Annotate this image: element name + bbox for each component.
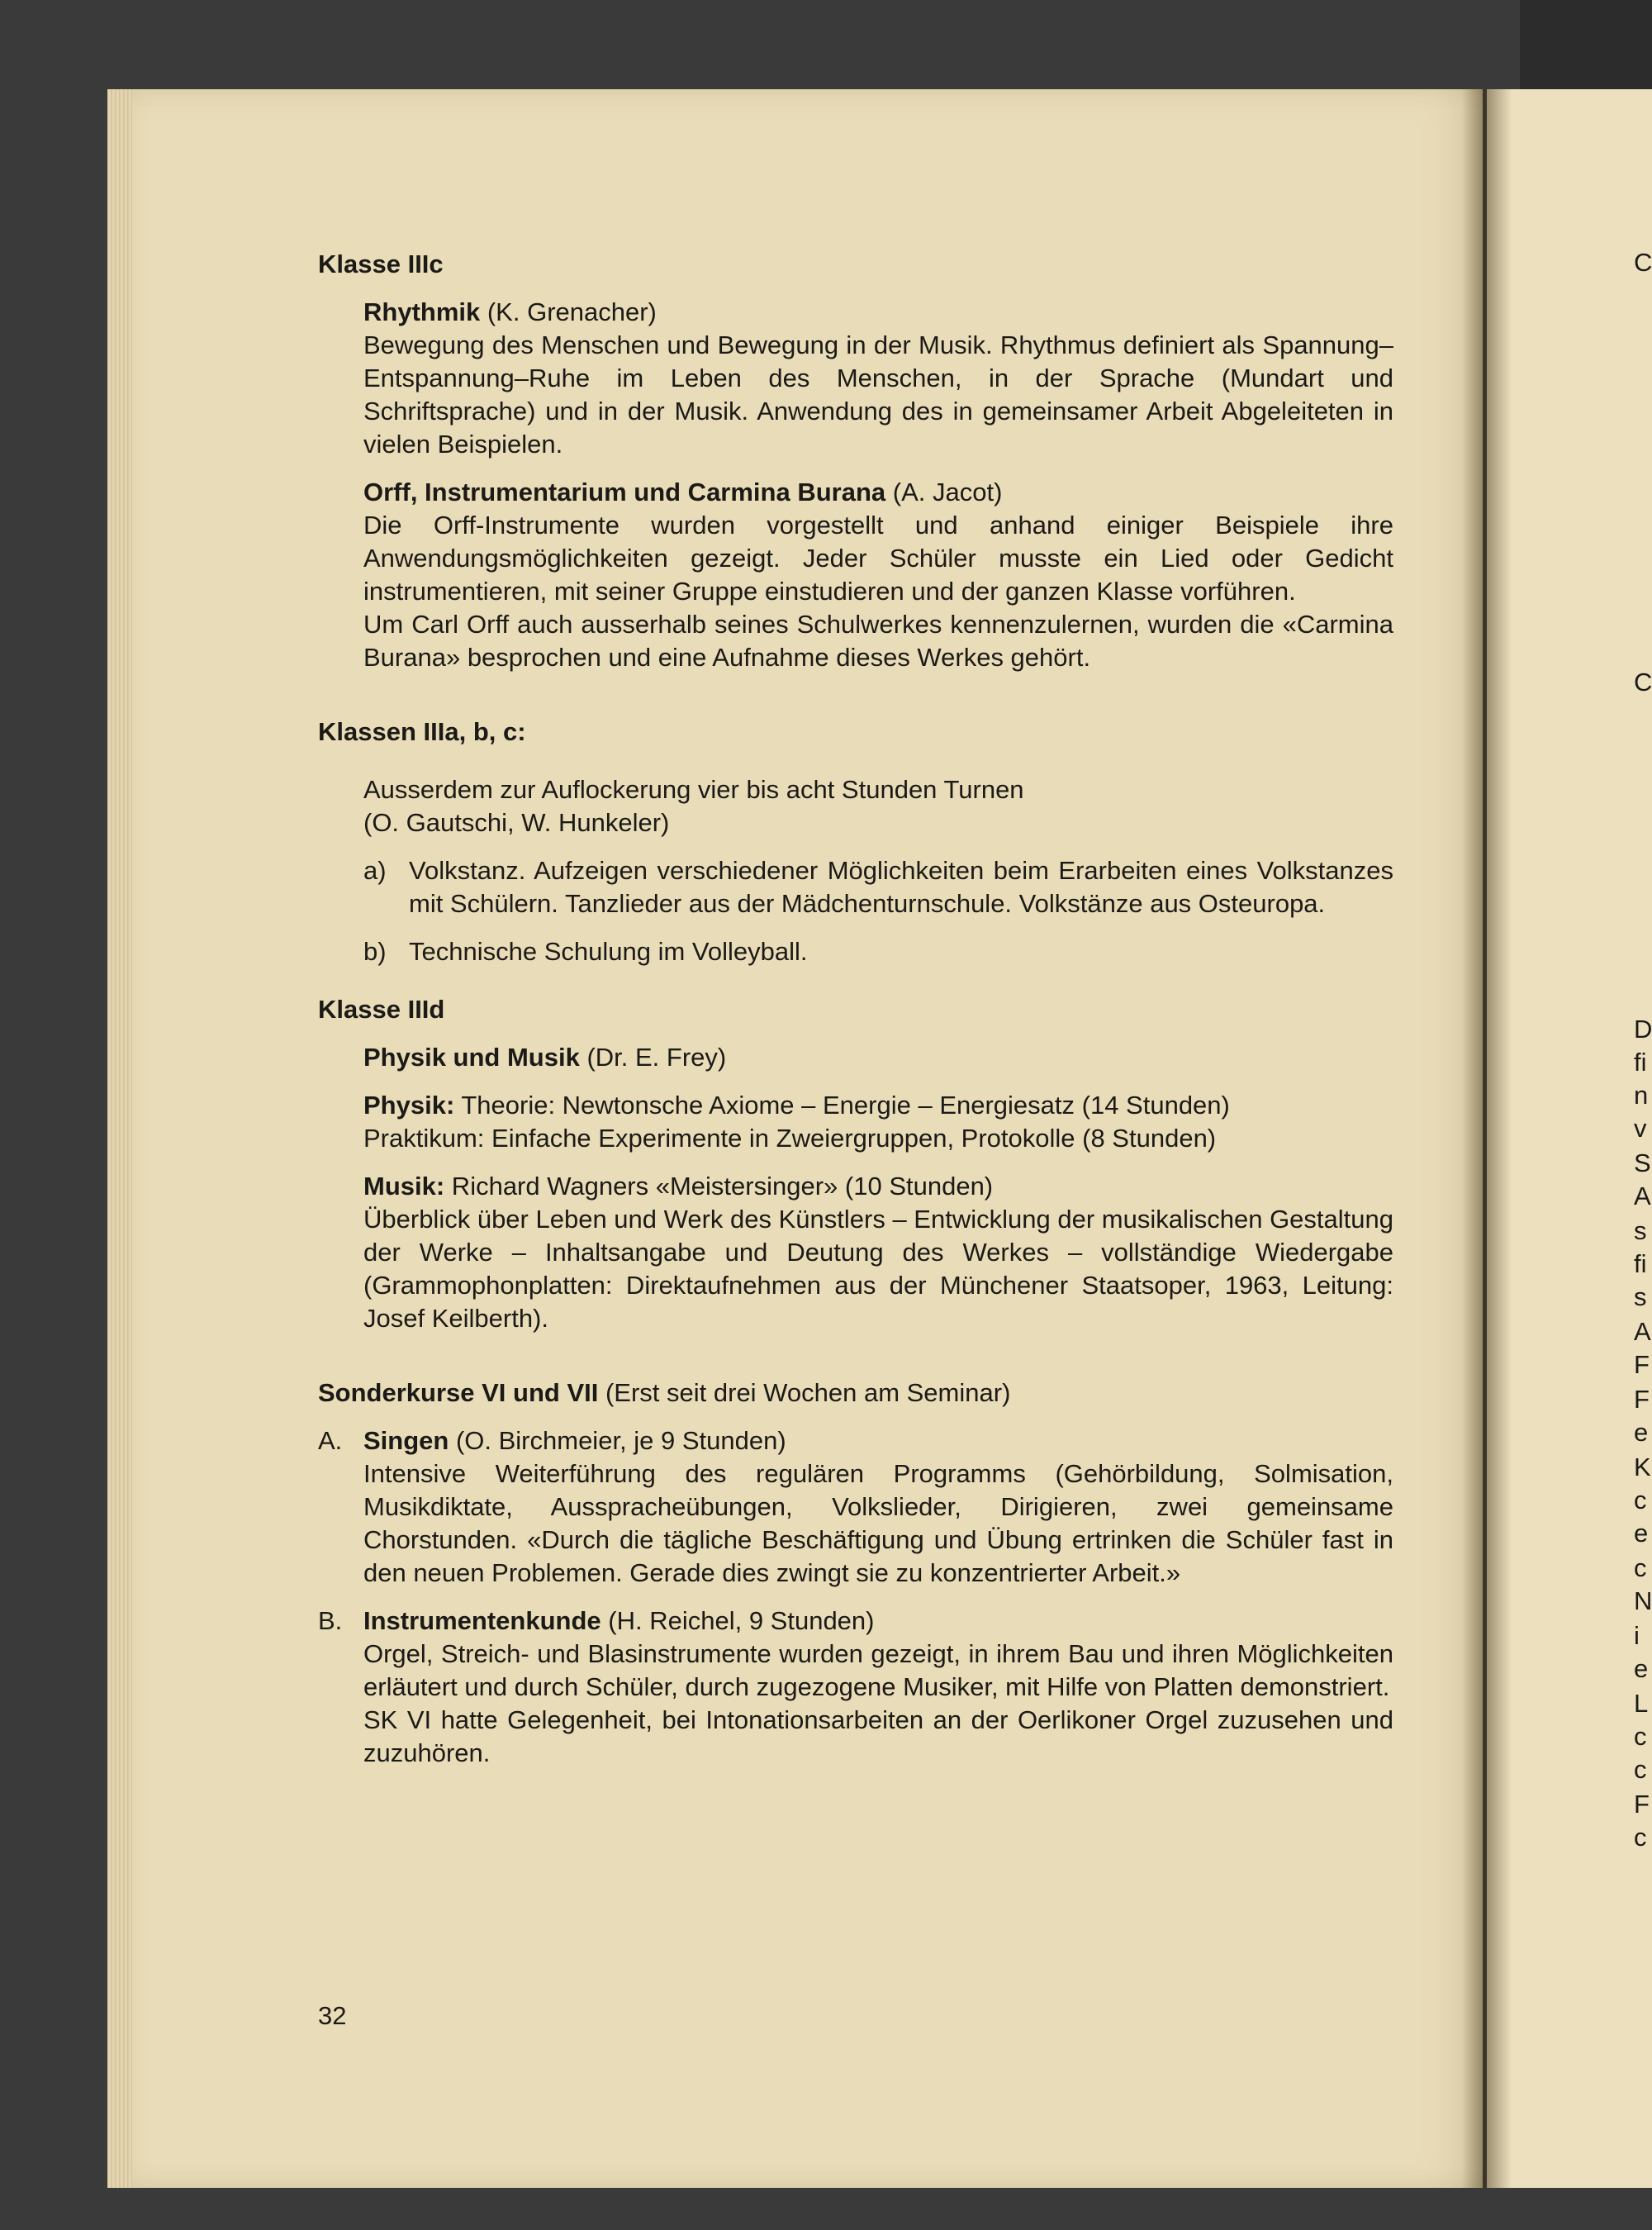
list-item-label: A. <box>318 1426 343 1455</box>
turnen-intro-1: Ausserdem zur Auflockerung vier bis acht Stunden Turnen <box>363 775 1024 804</box>
list-item-text: Volkstanz. Aufzeigen verschiedener Möglichkeiten beim Erarbeiten eines Volkstanzes mit Schülern. Tanzlieder aus der Mädchenturnschule. Volkstänze aus Osteuropa. <box>409 856 1393 918</box>
instrumentenkunde-person: (H. Reichel, 9 Stunden) <box>601 1606 875 1635</box>
right-fragment: N <box>1634 1586 1652 1615</box>
list-item-label: b) <box>363 937 387 966</box>
singen-text: Intensive Weiterführung des regulären Programms (Gehörbildung, Solmisation, Musikdiktate, Ausspracheübungen, Volkslieder, Dirigieren, zwei gemeinsame Chorstunden. «Durch die tägliche Beschäftigung und Übung ertrinken die Schüler fast in den neuen Problemen. Gerade dies zwingt sie zu konzentrierter Arbeit.» <box>363 1459 1393 1587</box>
physik-line-1 <box>363 1089 1393 1122</box>
instrumentenkunde-text: Orgel, Streich- und Blasinstrumente wurden gezeigt, in ihrem Bau und ihren Möglichkeiten erläutert und durch Schüler, durch zugezogene Musiker, mit Hilfe von Platten demonstriert. <box>363 1639 1393 1701</box>
rhythmik-text: Bewegung des Menschen und Bewegung in der Musik. Rhythmus definiert als Spannung–Entspannung–Ruhe im Leben des Menschen, in der Sprache (Mundart und Schriftsprache) und in der Musik. Anwendung des in gemeinsamer Arbeit Abgeleiteten in vielen Beispielen. <box>363 330 1393 459</box>
right-fragment: c <box>1634 1755 1647 1784</box>
list-item-label: a) <box>363 856 387 885</box>
musik-text: Überblick über Leben und Werk des Künstlers – Entwicklung der musikalischen Gestaltung der Werke – Inhaltsangabe und Deutung des Werkes – vollständige Wiedergabe (Grammophonplatten: Direktaufnehmen aus der Münchener Staatsoper, 1963, Leitung: Josef Keilberth). <box>363 1205 1393 1333</box>
heading-klasse-3d: Klasse IIId <box>318 995 445 1024</box>
singen-title: Singen <box>363 1426 449 1455</box>
heading-sonderkurse: Sonderkurse VI und VII <box>318 1378 599 1407</box>
right-fragment: F <box>1634 1350 1650 1379</box>
right-fragment: L <box>1634 1689 1649 1718</box>
right-fragment: s <box>1634 1282 1647 1311</box>
musik-line-1 <box>363 1170 1393 1203</box>
right-fragment: c <box>1634 1823 1647 1852</box>
course-person: (Dr. E. Frey) <box>579 1043 727 1072</box>
sonderkurse-note: (Erst seit drei Wochen am Seminar) <box>598 1378 1011 1407</box>
right-fragment: S <box>1634 1148 1651 1177</box>
section-physik-musik <box>363 1041 1393 1335</box>
right-fragment: i <box>1634 1621 1640 1650</box>
turnen-intro-2: (O. Gautschi, W. Hunkeler) <box>363 808 670 837</box>
singen-person: (O. Birchmeier, je 9 Stunden) <box>449 1426 786 1455</box>
right-fragment: A <box>1634 1317 1651 1346</box>
physik-label: Physik: <box>363 1091 455 1120</box>
right-fragment: s <box>1634 1216 1647 1245</box>
physik-text-1: Theorie: Newtonsche Axiome – Energie – Energiesatz (14 Stunden) <box>454 1091 1230 1120</box>
right-fragment: fi <box>1634 1048 1647 1077</box>
book-gutter <box>1462 89 1512 2188</box>
list-item <box>363 935 1393 968</box>
right-fragment: e <box>1634 1654 1649 1683</box>
orff-text-1: Die Orff-Instrumente wurden vorgestellt und anhand einiger Beispiele ihre Anwendungsmöglichkeiten gezeigt. Jeder Schüler musste ein Lied oder Gedicht instrumentieren, mit seiner Gruppe einstudieren und der ganzen Klasse vorführen. <box>363 511 1393 606</box>
course-title-line <box>363 1041 1393 1074</box>
heading-klassen-3abc: Klassen IIIa, b, c: <box>318 717 526 746</box>
page-edge <box>107 89 132 2188</box>
orff-title: Orff, Instrumentarium und Carmina Burana <box>363 478 886 506</box>
section-rhythmik <box>363 296 1393 461</box>
section-turnen <box>363 773 1393 968</box>
list-item <box>318 1605 1393 1770</box>
page-content <box>318 248 1393 1770</box>
right-fragment: n <box>1634 1081 1649 1110</box>
right-fragment: C <box>1634 668 1652 697</box>
right-fragment: c <box>1634 1486 1647 1514</box>
list-item <box>318 1424 1393 1590</box>
course-title: Physik und Musik <box>363 1043 580 1072</box>
right-fragment: A <box>1634 1182 1651 1210</box>
rhythmik-title-line <box>363 296 1393 329</box>
instrumentenkunde-text-2: SK VI hatte Gelegenheit, bei Intonationsarbeiten an der Oerlikoner Orgel zuzusehen und zuzuhören. <box>363 1705 1393 1767</box>
physik-line-2: Praktikum: Einfache Experimente in Zweiergruppen, Protokolle (8 Stunden) <box>363 1124 1217 1153</box>
right-fragment: v <box>1634 1114 1647 1143</box>
section-orff <box>363 476 1393 674</box>
list-item-label: B. <box>318 1606 343 1635</box>
right-fragment: fi <box>1634 1249 1647 1278</box>
right-fragment: C <box>1634 248 1652 277</box>
list-item-text: Technische Schulung im Volleyball. <box>409 937 808 966</box>
orff-text-2: Um Carl Orff auch ausserhalb seines Schulwerkes kennenzulernen, wurden die «Carmina Burana» besprochen und eine Aufnahme dieses Werkes gehört. <box>363 610 1393 672</box>
page-number: 32 <box>318 2001 347 2030</box>
right-fragment: e <box>1634 1418 1649 1447</box>
right-fragment: c <box>1634 1722 1647 1751</box>
musik-text-1: Richard Wagners «Meistersinger» (10 Stunden) <box>444 1172 994 1201</box>
musik-label: Musik: <box>363 1172 445 1201</box>
sonderkurse-heading-line <box>318 1377 1393 1410</box>
rhythmik-title: Rhythmik <box>363 297 481 326</box>
orff-person: (A. Jacot) <box>885 478 1003 506</box>
list-item <box>363 854 1393 920</box>
right-fragment: F <box>1634 1385 1650 1414</box>
instrumentenkunde-title: Instrumentenkunde <box>363 1606 601 1635</box>
right-fragment: D <box>1634 1015 1652 1044</box>
rhythmik-person: (K. Grenacher) <box>480 297 657 326</box>
right-fragment: e <box>1634 1519 1649 1548</box>
right-fragment: K <box>1634 1453 1651 1481</box>
background-dark-top <box>1520 0 1652 89</box>
right-fragment: F <box>1634 1790 1650 1819</box>
right-fragment: c <box>1634 1553 1647 1582</box>
heading-klasse-3c: Klasse IIIc <box>318 250 444 278</box>
right-page <box>1487 89 1652 2188</box>
orff-title-line <box>363 476 1393 509</box>
